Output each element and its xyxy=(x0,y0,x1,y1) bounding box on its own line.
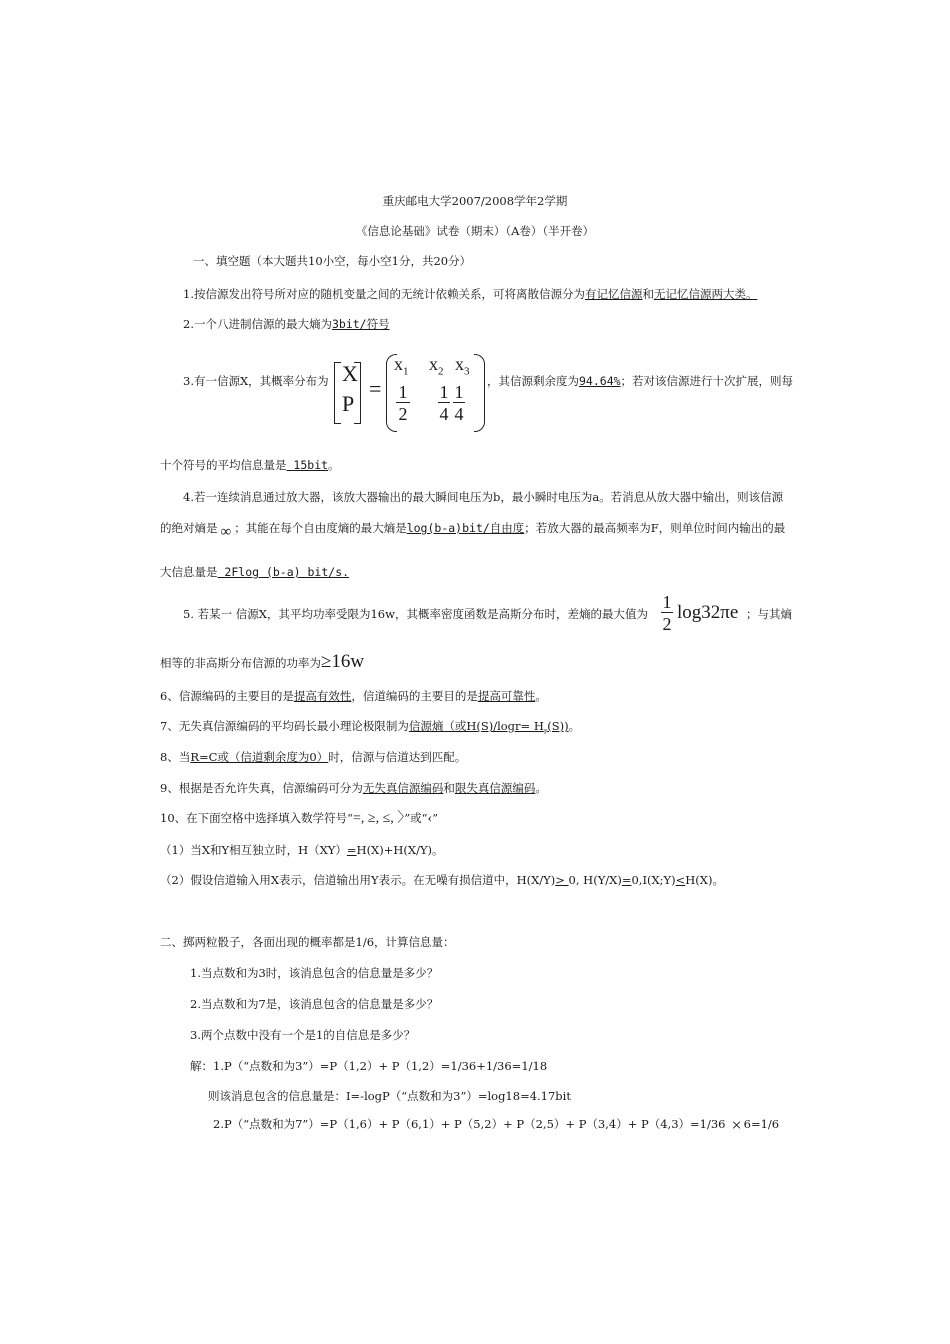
q5-expression: log32πe xyxy=(677,602,739,623)
exam-title: 《信息论基础》试卷（期末）（A卷）（半开卷） xyxy=(355,224,595,238)
q10-symbol-2: ‹ xyxy=(427,811,433,826)
q10-2-answer-2: = xyxy=(621,873,632,887)
q5-line1-a: 5. 若某一 信源X，其平均功率受限为16w，其概率密度函数是高斯分布时，差熵的最大值为 xyxy=(183,607,648,621)
q3-answer-1: 94.64% xyxy=(579,374,621,388)
q9-answer-2: 限失真信源编码 xyxy=(454,781,536,795)
q4-line1: 4.若一连续消息通过放大器，该放大器输出的最大瞬间电压为b，最小瞬时电压为a。若消息从放大器中输出，则该信源 xyxy=(183,490,784,504)
solution-1-info: 则该消息包含的信息量是：I=-logP（“点数和为3”）=log18=4.17bit xyxy=(208,1089,571,1103)
q4-line3: 大信息量是 2Flog (b-a) bit/s. xyxy=(160,565,350,579)
q10-part2: （2）假设信道输入用X表示，信道输出用Y表示。在无噪有损信道中，H(X/Y)> 0, H(Y/X)=0,I(X;Y)<H(X)。 xyxy=(160,873,724,887)
q6-answer-1: 提高有效性 xyxy=(293,689,352,703)
q6: 6、信源编码的主要目的是提高有效性，信道编码的主要目的是提高可靠性。 xyxy=(160,689,547,703)
q5-line1-b: ；与其熵 xyxy=(746,607,792,621)
matrix-x: X xyxy=(342,361,358,386)
q3-line2: 十个符号的平均信息量是 15bit。 xyxy=(160,458,340,472)
section2-title: 二、掷两粒骰子，各面出现的概率都是1/6，计算信息量： xyxy=(160,935,455,949)
symbol-x3: $x_3$ xyxy=(455,354,470,378)
q8-answer: R=C或（信道剩余度为0） xyxy=(190,750,329,764)
q1-answer-1: 有记忆信源 xyxy=(584,287,643,301)
probability-matrix xyxy=(332,352,487,432)
q1-answer-2: 无记忆信源两大类。 xyxy=(653,287,758,301)
q1: 1.按信源发出符号所对应的随机变量之间的无统计依赖关系，可将离散信源分为有记忆信源和无记忆信源两大类。 xyxy=(183,287,758,301)
prob-1: 1 2 xyxy=(396,382,410,425)
q9-answer-1: 无失真信源编码 xyxy=(362,781,444,795)
q10-1-answer: = xyxy=(346,843,357,857)
equals-sign: = xyxy=(369,376,382,401)
q2: 2.一个八进制信源的最大熵为3bit/符号 xyxy=(183,317,390,331)
q3-prefix: 3.有一信源X，其概率分布为 xyxy=(183,374,329,388)
q6-answer-2: 提高可靠性 xyxy=(477,689,536,703)
prob-2: 1 4 xyxy=(439,382,449,424)
q4-answer-2: 2Flog (b-a) bit/s. xyxy=(217,565,350,579)
q8: 8、当R=C或（信道剩余度为0）时，信源与信道达到匹配。 xyxy=(160,750,467,764)
q3-suffix: ，其信源剩余度为94.64%；若对该信源进行十次扩展，则每 xyxy=(487,374,794,388)
matrix-p: P xyxy=(342,391,355,416)
prob-3: 1 4 xyxy=(454,382,464,424)
section1-title: 一、填空题（本大题共10小空，每小空1分，共20分） xyxy=(193,254,472,268)
q2-answer: 3bit/符号 xyxy=(331,317,390,331)
q5-line2: 相等的非高斯分布信源的功率为≥16w xyxy=(160,651,365,672)
q10-2-answer-1: > xyxy=(555,873,569,887)
q10-symbols: =, ≥, ≤, 〉 xyxy=(353,811,405,826)
q3-answer-2: 15bit xyxy=(286,458,329,472)
school-term-heading: 重庆邮电大学2007/2008学年2学期 xyxy=(382,194,568,208)
q10-2-answer-3: < xyxy=(675,873,686,887)
solution-2: 2.P（“点数和为7”）=P（1,6）+ P（6,1）+ P（5,2）+ P（2,5）+ P（3,4）+ P（4,3）=1/36 × 6=1/6 xyxy=(213,1115,780,1135)
q9: 9、根据是否允许失真，信源编码可分为无失真信源编码和限失真信源编码。 xyxy=(160,781,547,795)
q7-answer: 信源熵（或$H(S)/\log r= H_r(S)$) xyxy=(408,719,569,736)
infinity-symbol: ∞ xyxy=(220,524,232,540)
q7: 7、无失真信源编码的平均码长最小理论极限制为信源熵（或$H(S)/\log r= H_r(S)$)。 xyxy=(160,719,581,736)
q4-line2: 的绝对熵是 ∞ ；其能在每个自由度熵的最大熵是log(b-a)bit/自由度；若放大器的最高频率为F，则单位时间内输出的最 xyxy=(160,521,786,540)
symbol-x2: $x_2$ xyxy=(429,354,444,378)
section2-q2: 2.当点数和为7是，该消息包含的信息量是多少？ xyxy=(190,997,439,1011)
q10: 10、在下面空格中选择填入数学符号“=, ≥, ≤, 〉”或“‹” xyxy=(160,811,439,826)
q5-fraction: 1 2 xyxy=(662,592,672,634)
solution-1: 解：1.P（“点数和为3”）=P（1,2）+ P（1,2）=1/36+1/36=1/18 xyxy=(190,1059,548,1073)
section2-q3: 3.两个点数中没有一个是1的自信息是多少？ xyxy=(190,1028,416,1042)
q10-part1: （1）当X和Y相互独立时，H（XY）=H(X)+H(X/Y)。 xyxy=(160,843,444,857)
q5-answer: ≥16w xyxy=(321,651,365,672)
multiply-sign: × xyxy=(731,1115,742,1135)
q4-answer-1: log(b-a)bit/自由度 xyxy=(406,521,525,535)
section2-q1: 1.当点数和为3时，该消息包含的信息量是多少？ xyxy=(190,966,439,980)
symbol-x1: $x_1$ xyxy=(394,354,409,378)
